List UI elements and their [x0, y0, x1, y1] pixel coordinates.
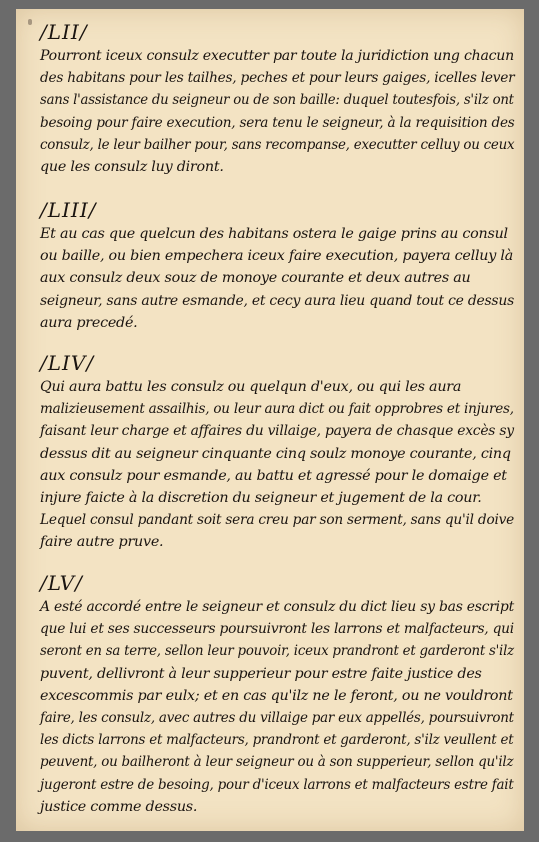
- text-line: justice comme dessus.: [40, 798, 198, 815]
- article-heading: /LIII/: [40, 198, 97, 222]
- article-heading: /LV/: [40, 571, 83, 595]
- text-line: des habitans pour les tailhes, peches et pour leurs gaiges, icelles lever: [40, 70, 515, 87]
- text-line: injure faicte à la discretion du seigneur et jugement de la cour.: [40, 490, 482, 507]
- article-liv: [40, 352, 514, 554]
- ink-stain: [28, 19, 32, 25]
- text-line: Qui aura battu les consulz ou quelqun d'eux, ou qui les aura: [40, 379, 462, 395]
- text-line: ou baille, ou bien empechera iceux faire execution, payera celluy là: [40, 248, 513, 265]
- article-liii: [40, 199, 514, 334]
- text-line: Lequel consul pandant soit sera creu par son serment, sans qu'il doive: [40, 512, 514, 529]
- text-line: aux consulz pour esmande, au battu et agressé pour le domaige et: [40, 467, 507, 484]
- text-line: Pourront iceux consulz executter par toute la juridiction ung chacun: [40, 48, 515, 64]
- article-lii: [40, 21, 514, 178]
- text-line: A esté accordé entre le seigneur et consulz du dict lieu sy bas escript: [40, 599, 514, 615]
- text-line: faire, les consulz, avec autres du villaige par eux appellés, poursuivront: [40, 710, 514, 727]
- article-heading: /LII/: [40, 20, 88, 44]
- text-line: peuvent, ou bailheront à leur seigneur ou à son supperieur, sellon qu'ilz: [40, 754, 514, 771]
- text-line: faire autre pruve.: [40, 534, 164, 551]
- text-line: les dicts larrons et malfacteurs, prandront et garderont, s'ilz veullent et: [40, 732, 514, 749]
- article-lv: [40, 572, 514, 818]
- article-heading: /LIV/: [40, 351, 95, 375]
- text-line: que lui et ses successeurs poursuivront les larrons et malfacteurs, qui: [40, 621, 514, 638]
- text-line: jugeront estre de besoing, pour d'iceux larrons et malfacteurs estre fait: [40, 776, 514, 793]
- text-line: dessus dit au seigneur cinquante cinq soulz monoye courante, cinq: [40, 445, 511, 462]
- text-line: Et au cas que quelcun des habitans ostera le gaige prins au consul: [40, 226, 508, 242]
- text-line: sans l'assistance du seigneur ou de son baille: duquel toutesfois, s'ilz ont: [40, 92, 514, 109]
- text-line: que les consulz luy diront.: [40, 159, 224, 176]
- text-line: aux consulz deux souz de monoye courante et deux autres au: [40, 270, 471, 287]
- text-line: seigneur, sans autre esmande, et cecy aura lieu quand tout ce dessus: [40, 292, 514, 309]
- text-line: seront en sa terre, sellon leur pouvoir, iceux prandront et garderont s'ilz: [40, 643, 514, 660]
- text-line: aura precedé.: [40, 314, 138, 331]
- text-line: excescommis par eulx; et en cas qu'ilz ne le feront, ou ne vouldront: [40, 687, 513, 704]
- text-line: besoing pour faire execution, sera tenu le seigneur, à la requisition des: [40, 114, 515, 131]
- text-line: malizieusement assailhis, ou leur aura dict ou fait opprobres et injures,: [40, 401, 514, 418]
- parchment-page: [16, 9, 524, 831]
- text-line: puvent, dellivront à leur supperieur pour estre faite justice des: [40, 665, 482, 682]
- text-line: faisant leur charge et affaires du villaige, payera de chasque excès sy: [40, 423, 514, 440]
- text-line: consulz, le leur bailher pour, sans recompanse, executter celluy ou ceux: [40, 136, 515, 153]
